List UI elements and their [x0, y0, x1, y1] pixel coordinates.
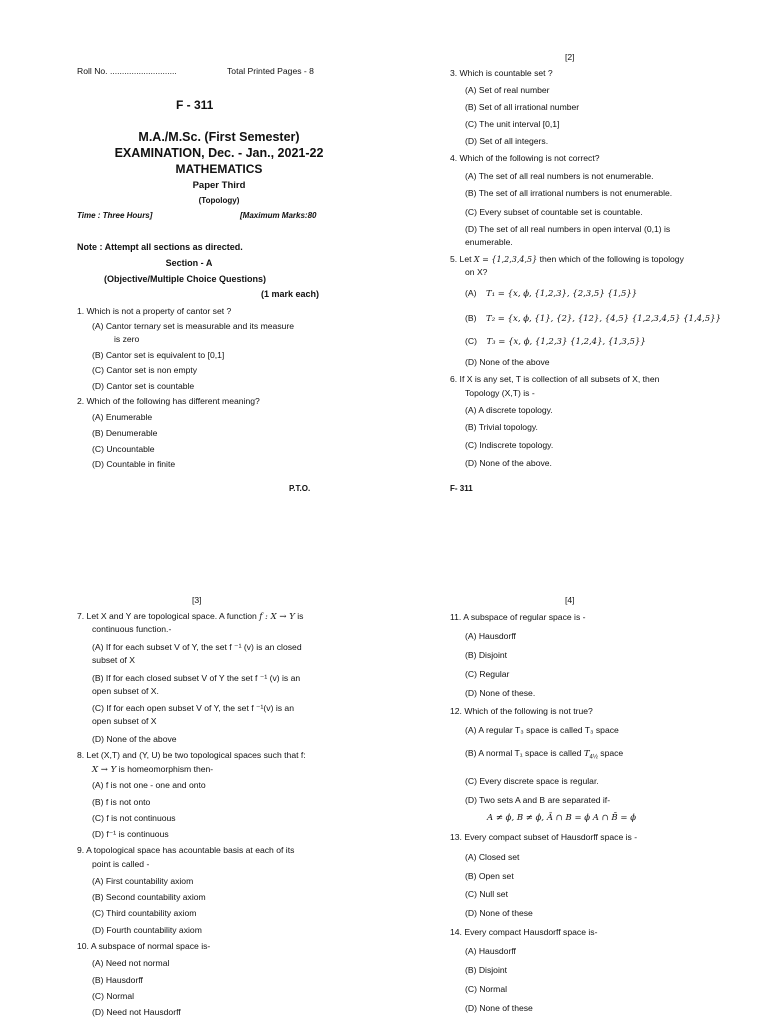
- q11-option-d: (D) None of these.: [465, 688, 536, 698]
- question-6: 6. If X is any set, T is collection of all subsets of X, then: [450, 374, 660, 384]
- section-type: (Objective/Multiple Choice Questions): [104, 274, 267, 284]
- question-13: 13. Every compact subset of Hausdorff space is -: [450, 832, 638, 842]
- q12-option-d: (D) Two sets A and B are separated if-: [465, 795, 611, 805]
- q6-option-c: (C) Indiscrete topology.: [465, 440, 554, 450]
- question-10: 10. A subspace of normal space is-: [77, 941, 211, 951]
- q14-option-d: (D) None of these: [465, 1003, 533, 1013]
- q7-option-a: (A) If for each subset V of Y, the set f ⁻¹ (v) is an closed: [92, 642, 302, 652]
- q8-function-map: X → Y: [92, 765, 117, 775]
- q12-option-b-symbol: T: [583, 749, 590, 759]
- q1-option-d: (D) Cantor set is countable: [92, 381, 195, 391]
- q5-set-x: X = {1,2,3,4,5}: [473, 255, 538, 264]
- q7-option-c: (C) If for each open subset V of Y, the set f ⁻¹(v) is an: [92, 703, 294, 713]
- paper-number: Paper Third: [192, 180, 246, 191]
- q12-option-d-expression: A ≠ ϕ, B ≠ ϕ, Ā ∩ B = ϕ A ∩ B̄ = ϕ: [487, 813, 636, 823]
- q7-option-d: (D) None of the above: [92, 734, 177, 744]
- maximum-marks: [Maximum Marks:80: [240, 211, 317, 220]
- q5-option-b-formula: T₂ = {x, ϕ, {1}, {2}, {12}, {4,5} {1,2,3,4,5} {1,4,5}}: [486, 314, 721, 324]
- q9-option-a: (A) First countability axiom: [92, 876, 194, 886]
- question-9-cont: point is called -: [92, 859, 150, 869]
- q12-option-b-text: (B) A normal T₁ space is called: [465, 748, 582, 758]
- question-7: [77, 611, 303, 622]
- q5-option-c: [465, 336, 646, 347]
- exam-title: EXAMINATION, Dec. - Jan., 2021-22: [114, 146, 324, 160]
- question-3: 3. Which is countable set ?: [450, 68, 553, 78]
- q5-option-d: (D) None of the above: [465, 357, 550, 367]
- q5-option-c-label: (C): [465, 336, 477, 346]
- q5-option-a: [465, 288, 637, 299]
- q11-option-a: (A) Hausdorff: [465, 631, 516, 641]
- q13-option-c: (C) Null set: [465, 889, 508, 899]
- question-5-cont: on X?: [465, 267, 488, 277]
- page-number: [3]: [192, 595, 202, 605]
- q2-option-b: (B) Denumerable: [92, 428, 158, 438]
- q7-function-map: f : X → Y: [259, 612, 295, 622]
- q5-option-a-label: (A): [465, 288, 477, 298]
- q5-option-b: [465, 313, 721, 324]
- q9-option-c: (C) Third countability axiom: [92, 908, 197, 918]
- q10-option-c: (C) Normal: [92, 991, 135, 1001]
- q10-option-d: (D) Need not Hausdorff: [92, 1007, 181, 1017]
- q1-option-a-cont: is zero: [114, 334, 140, 344]
- question-8: 8. Let (X,T) and (Y, U) be two topological spaces such that f:: [77, 750, 306, 760]
- q7-option-c-cont: open subset of X: [92, 716, 157, 726]
- question-14: 14. Every compact Hausdorff space is-: [450, 927, 598, 937]
- roll-number: Roll No. ............................: [77, 66, 177, 76]
- q12-option-b-subscript: 4½: [589, 754, 598, 761]
- section-heading: Section - A: [165, 258, 213, 268]
- page-number: [2]: [565, 52, 575, 62]
- question-9: 9. A topological space has acountable basis at each of its: [77, 845, 295, 855]
- question-12: 12. Which of the following is not true?: [450, 706, 593, 716]
- q10-option-b: (B) Hausdorff: [92, 975, 143, 985]
- q14-option-b: (B) Disjoint: [465, 965, 508, 975]
- question-1: 1. Which is not a property of cantor set ?: [77, 306, 232, 316]
- q6-option-d: (D) None of the above.: [465, 458, 552, 468]
- q7-option-b: (B) If for each closed subset V of Y the set f ⁻¹ (v) is an: [92, 673, 301, 683]
- q2-option-d: (D) Countable in finite: [92, 459, 176, 469]
- q12-option-b-tail: space: [600, 748, 624, 758]
- q5-tail: then which of the following is topology: [539, 254, 684, 264]
- paper-code: F - 311: [176, 98, 214, 112]
- question-2: 2. Which of the following has different meaning?: [77, 396, 260, 406]
- q4-option-c: (C) Every subset of countable set is countable.: [465, 207, 643, 217]
- q5-option-b-label: (B): [465, 313, 477, 323]
- question-5: [450, 254, 684, 264]
- q7-tail: is: [297, 611, 304, 621]
- q8-option-a: (A) f is not one - one and onto: [92, 780, 206, 790]
- q8-option-d: (D) f⁻¹ is continuous: [92, 829, 169, 839]
- q1-option-a: (A) Cantor ternary set is measurable and its measure: [92, 321, 295, 331]
- q7-option-b-cont: open subset of X.: [92, 686, 159, 696]
- q14-option-c: (C) Normal: [465, 984, 508, 994]
- q4-option-a: (A) The set of all real numbers is not enumerable.: [465, 171, 654, 181]
- q12-option-a: (A) A regular T₃ space is called T₃ space: [465, 725, 619, 735]
- q5-lead: 5. Let: [450, 254, 472, 264]
- please-turn-over: P.T.O.: [289, 484, 311, 493]
- page-footer-code: F- 311: [450, 484, 473, 493]
- q14-option-a: (A) Hausdorff: [465, 946, 516, 956]
- q2-option-c: (C) Uncountable: [92, 444, 155, 454]
- q4-option-d-cont: enumerable.: [465, 237, 513, 247]
- exam-duration: Time : Three Hours]: [77, 211, 153, 220]
- q11-option-c: (C) Regular: [465, 669, 510, 679]
- q3-option-b: (B) Set of all irrational number: [465, 102, 580, 112]
- q13-option-d: (D) None of these: [465, 908, 533, 918]
- total-printed-pages: Total Printed Pages - 8: [227, 66, 314, 76]
- q3-option-c: (C) The unit interval [0,1]: [465, 119, 560, 129]
- question-11: 11. A subspace of regular space is -: [450, 612, 586, 622]
- page-number: [4]: [565, 595, 575, 605]
- q2-option-a: (A) Enumerable: [92, 412, 153, 422]
- q1-option-b: (B) Cantor set is equivalent to [0,1]: [92, 350, 225, 360]
- q6-option-b: (B) Trivial topology.: [465, 422, 538, 432]
- q8-option-c: (C) f is not continuous: [92, 813, 176, 823]
- instructions-note: Note : Attempt all sections as directed.: [77, 242, 243, 252]
- q12-option-c: (C) Every discrete space is regular.: [465, 776, 599, 786]
- q10-option-a: (A) Need not normal: [92, 958, 170, 968]
- q7-lead: 7. Let X and Y are topological space. A function: [77, 611, 257, 621]
- q7-option-a-cont: subset of X: [92, 655, 135, 665]
- question-8-cont: [92, 764, 213, 775]
- q8-option-b: (B) f is not onto: [92, 797, 151, 807]
- paper-topic: (Topology): [198, 196, 240, 205]
- question-7-cont: continuous function.-: [92, 624, 172, 634]
- q13-option-b: (B) Open set: [465, 871, 514, 881]
- q11-option-b: (B) Disjoint: [465, 650, 508, 660]
- course-title: M.A./M.Sc. (First Semester): [138, 130, 300, 144]
- question-6-cont: Topology (X,T) is -: [465, 388, 535, 398]
- subject-title: MATHEMATICS: [175, 162, 263, 176]
- q5-option-a-formula: T₁ = {x, ϕ, {1,2,3}, {2,3,5} {1,5}}: [486, 289, 638, 299]
- marks-per-question: (1 mark each): [261, 289, 320, 299]
- q13-option-a: (A) Closed set: [465, 852, 520, 862]
- q1-option-c: (C) Cantor set is non empty: [92, 365, 198, 375]
- q6-option-a: (A) A discrete topology.: [465, 405, 553, 415]
- q4-option-b: (B) The set of all irrational numbers is not enumerable.: [465, 188, 673, 198]
- q8-cont-text: is homeomorphism then-: [118, 764, 214, 774]
- q3-option-d: (D) Set of all integers.: [465, 136, 549, 146]
- q5-option-c-formula: T₃ = {x, ϕ, {1,2,3} {1,2,4}, {1,3,5}}: [486, 337, 646, 347]
- q4-option-d: (D) The set of all real numbers in open interval (0,1) is: [465, 224, 671, 234]
- q9-option-b: (B) Second countability axiom: [92, 892, 206, 902]
- q12-option-b: [465, 748, 623, 761]
- q9-option-d: (D) Fourth countability axiom: [92, 925, 202, 935]
- q3-option-a: (A) Set of real number: [465, 85, 550, 95]
- question-4: 4. Which of the following is not correct?: [450, 153, 600, 163]
